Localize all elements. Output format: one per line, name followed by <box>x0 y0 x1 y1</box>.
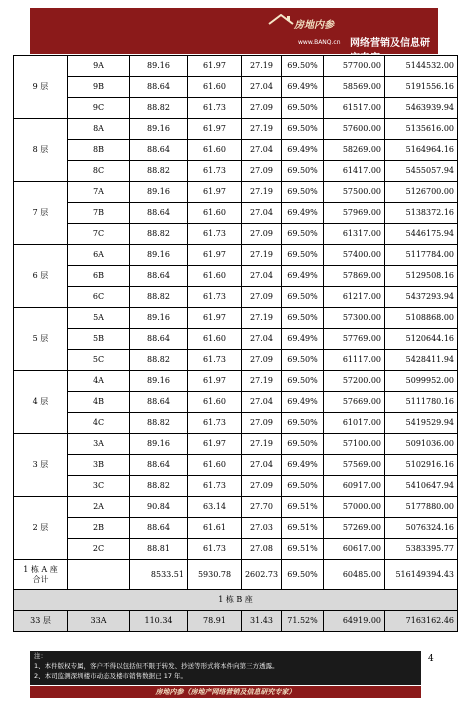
table-cell: 7B <box>68 203 130 224</box>
table-cell: 5091036.00 <box>385 434 458 455</box>
table-cell: 78.91 <box>188 611 242 632</box>
table-cell: 57500.00 <box>324 182 385 203</box>
table-cell: 27.19 <box>242 56 282 77</box>
table-row <box>14 224 458 245</box>
table-cell: 9C <box>68 98 130 119</box>
table-cell: 61117.00 <box>324 350 385 371</box>
table-cell: 71.52% <box>282 611 324 632</box>
table-cell: 89.16 <box>130 434 188 455</box>
table-cell: 5383395.77 <box>385 539 458 560</box>
table-cell: 5138372.16 <box>385 203 458 224</box>
table-cell: 9A <box>68 56 130 77</box>
table-row <box>14 350 458 371</box>
table-cell: 88.64 <box>130 518 188 539</box>
table-cell: 27.09 <box>242 287 282 308</box>
table-cell: 33A <box>68 611 130 632</box>
table-cell: 27.04 <box>242 140 282 161</box>
table-row <box>14 203 458 224</box>
table-cell: 57769.00 <box>324 329 385 350</box>
table-cell: 27.04 <box>242 455 282 476</box>
table-cell: 61.97 <box>188 119 242 140</box>
table-cell: 61.60 <box>188 140 242 161</box>
table-cell: 27.09 <box>242 98 282 119</box>
table-cell: 61.60 <box>188 203 242 224</box>
table-cell: 4C <box>68 413 130 434</box>
table-cell: 5177880.00 <box>385 497 458 518</box>
table-cell: 31.43 <box>242 611 282 632</box>
table-cell: 8B <box>68 140 130 161</box>
table-cell: 27.04 <box>242 392 282 413</box>
table-cell: 61.73 <box>188 287 242 308</box>
total-cell: 5930.78 <box>188 560 242 590</box>
table-cell: 27.09 <box>242 476 282 497</box>
table-cell: 27.19 <box>242 308 282 329</box>
table-cell: 27.04 <box>242 266 282 287</box>
table-cell: 2A <box>68 497 130 518</box>
table-cell: 61317.00 <box>324 224 385 245</box>
floor-label: 5 层 <box>14 308 68 371</box>
table-cell: 61.73 <box>188 161 242 182</box>
table-cell: 61.73 <box>188 413 242 434</box>
table-cell: 3C <box>68 476 130 497</box>
total-cell: 2602.73 <box>242 560 282 590</box>
page-number: 4 <box>428 654 434 664</box>
table-cell: 90.84 <box>130 497 188 518</box>
table-cell: 69.50% <box>282 350 324 371</box>
table-cell: 69.50% <box>282 371 324 392</box>
table-row <box>14 56 458 77</box>
table-cell: 5108868.00 <box>385 308 458 329</box>
table-cell: 61.60 <box>188 392 242 413</box>
table-cell: 5B <box>68 329 130 350</box>
table-cell: 4A <box>68 371 130 392</box>
table-cell: 3A <box>68 434 130 455</box>
table-row <box>14 161 458 182</box>
table-cell: 5102916.16 <box>385 455 458 476</box>
table-cell: 5111780.16 <box>385 392 458 413</box>
table-row <box>14 308 458 329</box>
table-cell: 7163162.46 <box>385 611 458 632</box>
table-cell: 27.04 <box>242 203 282 224</box>
table-cell: 5191556.16 <box>385 77 458 98</box>
table-cell: 89.16 <box>130 119 188 140</box>
floor-label: 3 层 <box>14 434 68 497</box>
table-cell: 69.50% <box>282 182 324 203</box>
table-cell: 2B <box>68 518 130 539</box>
footer-banner: 房地内参（房地产网络营销及信息研究专家） <box>30 686 421 698</box>
table-cell: 88.64 <box>130 329 188 350</box>
table-row <box>14 329 458 350</box>
table-cell: 88.64 <box>130 266 188 287</box>
table-cell: 88.64 <box>130 77 188 98</box>
table-cell: 3B <box>68 455 130 476</box>
table-cell: 69.49% <box>282 266 324 287</box>
table-cell: 69.50% <box>282 161 324 182</box>
table-cell: 27.04 <box>242 77 282 98</box>
table-row <box>14 455 458 476</box>
table-cell: 27.09 <box>242 350 282 371</box>
table-cell: 88.64 <box>130 203 188 224</box>
section-b-header <box>14 590 458 611</box>
table-cell: 2C <box>68 539 130 560</box>
table-cell: 88.81 <box>130 539 188 560</box>
table-cell: 57000.00 <box>324 497 385 518</box>
table-row <box>14 98 458 119</box>
table-cell: 27.09 <box>242 161 282 182</box>
floor-label: 9 层 <box>14 56 68 119</box>
table-cell: 88.82 <box>130 476 188 497</box>
empty-cell <box>68 560 130 590</box>
table-cell: 5129508.16 <box>385 266 458 287</box>
table-cell: 57400.00 <box>324 245 385 266</box>
table-cell: 5410647.94 <box>385 476 458 497</box>
table-cell: 88.64 <box>130 455 188 476</box>
floor-label: 8 层 <box>14 119 68 182</box>
table-cell: 57200.00 <box>324 371 385 392</box>
table-row <box>14 611 458 632</box>
table-cell: 5C <box>68 350 130 371</box>
table-cell: 69.50% <box>282 119 324 140</box>
table-cell: 60917.00 <box>324 476 385 497</box>
table-cell: 61.97 <box>188 371 242 392</box>
table-cell: 61217.00 <box>324 287 385 308</box>
table-cell: 69.49% <box>282 203 324 224</box>
table-cell: 69.50% <box>282 308 324 329</box>
table-cell: 110.34 <box>130 611 188 632</box>
table-cell: 7C <box>68 224 130 245</box>
table-cell: 8C <box>68 161 130 182</box>
table-cell: 69.51% <box>282 497 324 518</box>
header-slogan: 网络营销及信息研究专家 <box>350 38 430 64</box>
floor-label: 6 层 <box>14 245 68 308</box>
table-cell: 57569.00 <box>324 455 385 476</box>
table-cell: 61.97 <box>188 308 242 329</box>
table-cell: 5076324.16 <box>385 518 458 539</box>
table-cell: 61.97 <box>188 182 242 203</box>
header-banner <box>30 8 438 64</box>
table-cell: 57969.00 <box>324 203 385 224</box>
table-cell: 88.82 <box>130 224 188 245</box>
table-cell: 69.50% <box>282 224 324 245</box>
table-cell: 89.16 <box>130 182 188 203</box>
table-cell: 89.16 <box>130 308 188 329</box>
floor-label: 33 层 <box>14 611 68 632</box>
table-row <box>14 119 458 140</box>
table-cell: 5A <box>68 308 130 329</box>
table-cell: 9B <box>68 77 130 98</box>
table-cell: 58569.00 <box>324 77 385 98</box>
table-cell: 57269.00 <box>324 518 385 539</box>
table-cell: 5446175.94 <box>385 224 458 245</box>
total-label-line2: 合计 <box>32 574 49 584</box>
table-row <box>14 266 458 287</box>
note-line-1: 1、本件版权专属，客户不得以包括但不限于转发、抄送等形式将本件向第三方透露。 <box>34 662 279 670</box>
table-cell: 27.70 <box>242 497 282 518</box>
table-cell: 61.60 <box>188 329 242 350</box>
table-cell: 61.73 <box>188 476 242 497</box>
table-cell: 27.08 <box>242 539 282 560</box>
table-cell: 27.09 <box>242 224 282 245</box>
table-cell: 27.19 <box>242 245 282 266</box>
table-cell: 57100.00 <box>324 434 385 455</box>
table-row <box>14 371 458 392</box>
total-cell: 69.50% <box>282 560 324 590</box>
table-cell: 5419529.94 <box>385 413 458 434</box>
table-row <box>14 287 458 308</box>
table-cell: 61.73 <box>188 224 242 245</box>
table-cell: 88.82 <box>130 350 188 371</box>
table-cell: 27.04 <box>242 329 282 350</box>
notes-title: 注： <box>34 652 47 660</box>
table-cell: 88.64 <box>130 392 188 413</box>
table-cell: 69.51% <box>282 518 324 539</box>
table-cell: 60617.00 <box>324 539 385 560</box>
table-row <box>14 245 458 266</box>
notes-box <box>30 651 421 685</box>
table-cell: 5135616.00 <box>385 119 458 140</box>
table-row <box>14 413 458 434</box>
table-cell: 5117784.00 <box>385 245 458 266</box>
table-cell: 88.82 <box>130 287 188 308</box>
table-cell: 61.73 <box>188 539 242 560</box>
table-cell: 27.19 <box>242 119 282 140</box>
table-row <box>14 497 458 518</box>
table-cell: 63.14 <box>188 497 242 518</box>
table-cell: 57300.00 <box>324 308 385 329</box>
table-cell: 27.19 <box>242 182 282 203</box>
total-cell: 516149394.43 <box>385 560 458 590</box>
table-cell: 89.16 <box>130 56 188 77</box>
total-label <box>14 560 68 590</box>
table-cell: 6B <box>68 266 130 287</box>
table-cell: 7A <box>68 182 130 203</box>
table-cell: 69.49% <box>282 140 324 161</box>
table-cell: 69.50% <box>282 413 324 434</box>
floor-label: 4 层 <box>14 371 68 434</box>
total-row <box>14 560 458 590</box>
table-cell: 57669.00 <box>324 392 385 413</box>
table-cell: 64919.00 <box>324 611 385 632</box>
table-row <box>14 434 458 455</box>
table-cell: 69.51% <box>282 539 324 560</box>
table-cell: 5099952.00 <box>385 371 458 392</box>
section-b-title: 1 栋 B 座 <box>14 590 458 611</box>
table-cell: 57700.00 <box>324 56 385 77</box>
table-cell: 89.16 <box>130 371 188 392</box>
table-row <box>14 539 458 560</box>
table-cell: 88.82 <box>130 98 188 119</box>
table-cell: 57600.00 <box>324 119 385 140</box>
table-row <box>14 476 458 497</box>
table-cell: 5144532.00 <box>385 56 458 77</box>
table-row <box>14 182 458 203</box>
table-row <box>14 392 458 413</box>
table-cell: 69.49% <box>282 392 324 413</box>
table-cell: 69.50% <box>282 56 324 77</box>
note-line-2: 2、本司监测深圳楼市动态及楼市销售数据已 17 年。 <box>34 672 188 680</box>
table-cell: 4B <box>68 392 130 413</box>
table-cell: 5455057.94 <box>385 161 458 182</box>
table-cell: 5463939.94 <box>385 98 458 119</box>
total-label-line1: 1 栋 A 座 <box>23 564 58 574</box>
logo-text: 房地内参 <box>294 20 334 31</box>
table-row <box>14 140 458 161</box>
table-cell: 8A <box>68 119 130 140</box>
table-cell: 27.03 <box>242 518 282 539</box>
table-cell: 61.61 <box>188 518 242 539</box>
table-cell: 58269.00 <box>324 140 385 161</box>
table-row <box>14 518 458 539</box>
table-cell: 27.09 <box>242 413 282 434</box>
site-url: www.BANQ.cn <box>298 39 341 46</box>
table-cell: 88.82 <box>130 161 188 182</box>
table-cell: 6C <box>68 287 130 308</box>
table-cell: 61.60 <box>188 77 242 98</box>
table-cell: 69.50% <box>282 245 324 266</box>
table-cell: 88.82 <box>130 413 188 434</box>
table-cell: 5164964.16 <box>385 140 458 161</box>
table-row <box>14 77 458 98</box>
total-cell: 8533.51 <box>130 560 188 590</box>
table-cell: 5437293.94 <box>385 287 458 308</box>
table-cell: 61.97 <box>188 434 242 455</box>
table-cell: 88.64 <box>130 140 188 161</box>
table-cell: 61517.00 <box>324 98 385 119</box>
table-cell: 69.49% <box>282 329 324 350</box>
table-cell: 69.50% <box>282 434 324 455</box>
table-cell: 5428411.94 <box>385 350 458 371</box>
table-cell: 69.49% <box>282 77 324 98</box>
table-cell: 61417.00 <box>324 161 385 182</box>
table-cell: 57869.00 <box>324 266 385 287</box>
table-cell: 61.97 <box>188 56 242 77</box>
floor-label: 7 层 <box>14 182 68 245</box>
table-cell: 61.60 <box>188 266 242 287</box>
table-cell: 5120644.16 <box>385 329 458 350</box>
table-cell: 27.19 <box>242 434 282 455</box>
table-cell: 61.97 <box>188 245 242 266</box>
table-cell: 69.49% <box>282 455 324 476</box>
table-cell: 27.19 <box>242 371 282 392</box>
table-cell: 5126700.00 <box>385 182 458 203</box>
total-cell: 60485.00 <box>324 560 385 590</box>
table-cell: 61.73 <box>188 98 242 119</box>
table-cell: 69.50% <box>282 476 324 497</box>
table-cell: 61017.00 <box>324 413 385 434</box>
table-cell: 89.16 <box>130 245 188 266</box>
floor-label: 2 层 <box>14 497 68 560</box>
unit-price-table <box>13 55 458 632</box>
table-cell: 6A <box>68 245 130 266</box>
house-logo-icon <box>268 14 294 32</box>
table-cell: 69.50% <box>282 287 324 308</box>
table-cell: 61.73 <box>188 350 242 371</box>
table-cell: 69.50% <box>282 98 324 119</box>
table-cell: 61.60 <box>188 455 242 476</box>
